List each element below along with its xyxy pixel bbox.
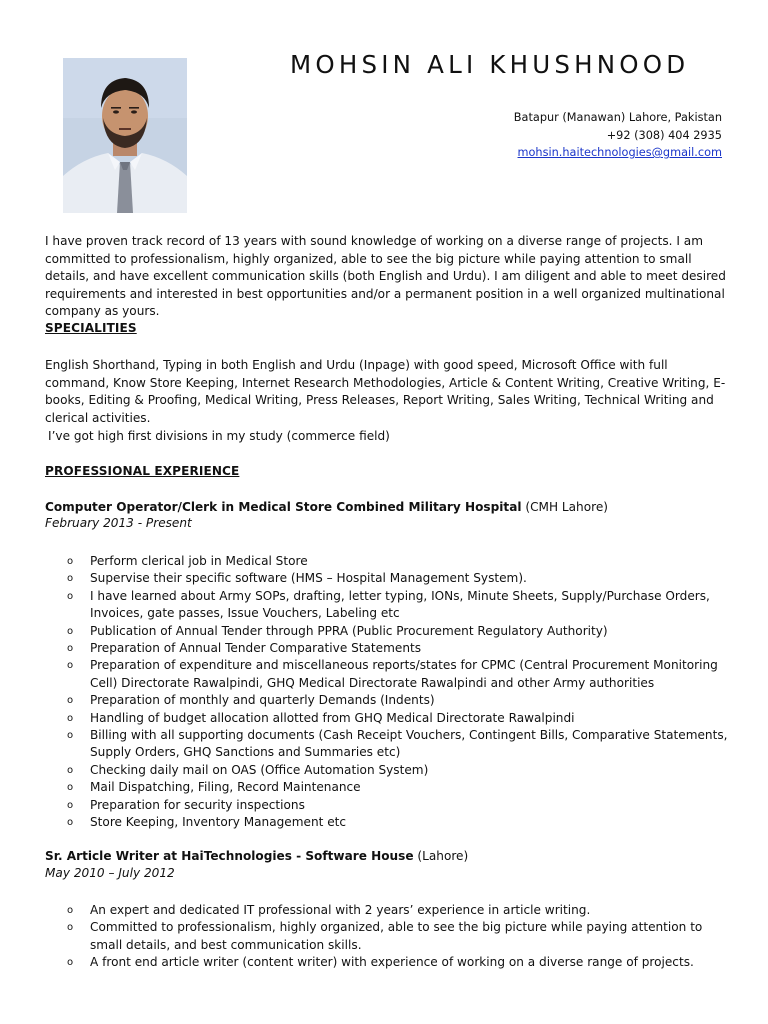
section-heading-experience: PROFESSIONAL EXPERIENCE (45, 464, 240, 478)
duty-text: Preparation of monthly and quarterly Demands (Indents) (90, 693, 435, 708)
list-item (67, 919, 737, 954)
bullet-marker: o (67, 695, 74, 707)
job-dates: May 2010 – July 2012 (45, 866, 175, 880)
bullet-marker: o (67, 730, 74, 742)
duty-text: Preparation of Annual Tender Comparative Statements (90, 641, 422, 656)
specialities-text: English Shorthand, Typing in both English and Urdu (Inpage) with good speed, Microsoft Office with full command, Know Store Keeping, Internet Research Methodologies, Article & Content Writing, Creative Writing, E-books, Editing & Proofing, Medical Writing, Press Releases, Report Writing, Sales Writing, Technical Writing and clerical activities. (45, 358, 726, 425)
list-item (67, 779, 737, 796)
list-item (67, 640, 737, 657)
job-duties-list (67, 902, 737, 972)
duty-text: An expert and dedicated IT professional with 2 years’ experience in article writing. (90, 903, 591, 917)
duty-text: Preparation of expenditure and miscellaneous reports/states for CPMC (Central Procurement Monitoring Cell) Directorate Rawalpindi, GHQ Medical Directorate Rawalpindi and other Army authorities (90, 658, 718, 690)
list-item (67, 553, 737, 570)
profile-photo (63, 58, 187, 213)
duty-text: Committed to professionalism, highly organized, able to see the big picture while paying attention to small details, and best communication skills. (90, 920, 703, 952)
job-title-location: (Lahore) (413, 849, 469, 863)
email-link[interactable]: mohsin.haitechnologies@gmail.com (517, 146, 722, 159)
bullet-marker: o (67, 799, 74, 811)
list-item (67, 623, 737, 640)
bullet-marker: o (67, 905, 74, 916)
duty-text: Perform clerical job in Medical Store (90, 554, 308, 568)
list-item (67, 710, 737, 727)
duty-text: Billing with all supporting documents (Cash Receipt Vouchers, Contingent Bills, Comparative Statements, Supply Orders, GHQ Sanctions and Summaries etc) (90, 728, 728, 760)
education-note: I’ve got high first divisions in my study (commerce field) (48, 429, 390, 443)
list-item (67, 692, 737, 709)
duty-text: Store Keeping, Inventory Management etc (90, 815, 347, 830)
bullet-marker: o (67, 573, 74, 585)
address: Batapur (Manawan) Lahore, Pakistan (513, 111, 722, 124)
bullet-marker: o (67, 660, 74, 672)
bullet-marker: o (67, 556, 74, 567)
list-item (67, 588, 737, 623)
job-title-role: Sr. Article Writer at HaiTechnologies - Software House (45, 849, 414, 863)
job-title (45, 500, 608, 514)
duty-text: Handling of budget allocation allotted from GHQ Medical Directorate Rawalpindi (90, 710, 575, 725)
duty-text: Preparation for security inspections (90, 797, 305, 812)
bullet-marker: o (67, 817, 74, 829)
duty-text: Mail Dispatching, Filing, Record Maintenance (90, 780, 361, 795)
job-title-role: Computer Operator/Clerk in Medical Store Combined Military Hospital (45, 500, 522, 514)
list-item (67, 797, 737, 814)
list-item (67, 727, 737, 762)
job-title-location: (CMH Lahore) (521, 500, 608, 514)
bullet-marker: o (67, 712, 74, 724)
bullet-marker: o (67, 782, 74, 794)
job-duties-list (67, 553, 737, 832)
bullet-marker: o (67, 957, 74, 969)
job-dates: February 2013 - Present (45, 516, 192, 530)
candidate-name: MOHSIN ALI KHUSHNOOD (290, 50, 690, 79)
duty-text: Publication of Annual Tender through PPRA (Public Procurement Regulatory Authority) (90, 623, 608, 638)
bullet-marker: o (67, 922, 74, 934)
duty-text: I have learned about Army SOPs, drafting, letter typing, IONs, Minute Sheets, Supply/Purchase Orders, Invoices, gate passes, Issue Vouchers, Labeling etc (90, 588, 710, 621)
duty-text: Checking daily mail on OAS (Office Automation System) (90, 762, 429, 777)
list-item (67, 570, 737, 587)
bullet-marker: o (67, 643, 74, 655)
bullet-marker: o (67, 590, 74, 602)
duty-text: A front end article writer (content writer) with experience of working on a diverse range of projects. (90, 955, 694, 970)
section-heading-specialities: SPECIALITIES (45, 321, 137, 335)
profile-summary: I have proven track record of 13 years with sound knowledge of working on a diverse range of projects. I am committed to professionalism, highly organized, able to see the big picture while paying attention to small details, and have excellent communication skills (both English and Urdu). I am diligent and able to meet desired requirements and interested in best opportunities and/or a permanent position in a well organized multinational company as yours. (45, 234, 726, 319)
job-title (45, 849, 468, 863)
bullet-marker: o (67, 625, 74, 637)
list-item (67, 814, 737, 831)
list-item (67, 657, 737, 692)
list-item (67, 902, 737, 919)
phone-number: +92 (308) 404 2935 (606, 128, 722, 142)
bullet-marker: o (67, 764, 74, 776)
list-item (67, 954, 737, 971)
contact-block (514, 109, 722, 162)
duty-text: Supervise their specific software (HMS – Hospital Management System). (90, 571, 527, 586)
list-item (67, 762, 737, 779)
